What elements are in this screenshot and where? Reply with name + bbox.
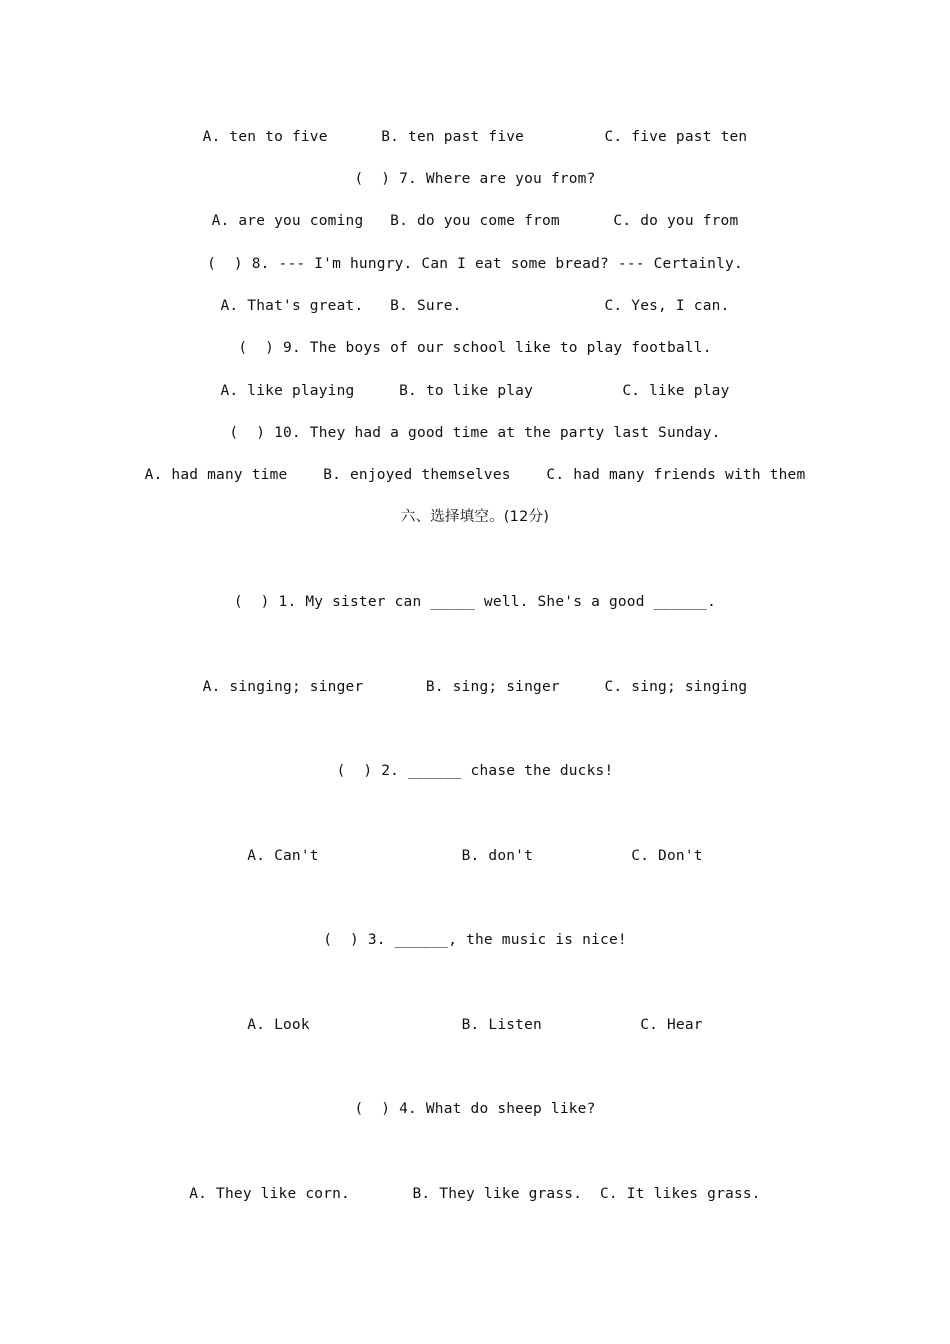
s6-q2-question: ( ) 2. ______ chase the ducks! <box>336 763 614 779</box>
q10-options: A. had many time B. enjoyed themselves C. had many friends with them <box>144 467 806 483</box>
s6-q1-options: A. singing; singer B. sing; singer C. sing; singing <box>202 679 748 695</box>
s6-q2-options: A. Can't B. don't C. Don't <box>247 848 703 864</box>
q8-options: A. That's great. B. Sure. C. Yes, I can. <box>220 298 730 314</box>
s6-q4-options: A. They like corn. B. They like grass. C. It likes grass. <box>189 1186 761 1202</box>
q9-question: ( ) 9. The boys of our school like to play football. <box>238 340 712 356</box>
section-heading: 六、选择填空。(12分) <box>400 509 550 525</box>
q9-options: A. like playing B. to like play C. like play <box>220 383 730 399</box>
s6-q3-options: A. Look B. Listen C. Hear <box>247 1017 703 1033</box>
q6-options: A. ten to five B. ten past five C. five past ten <box>202 129 748 145</box>
s6-q3-question: ( ) 3. ______, the music is nice! <box>323 932 627 948</box>
q7-question: ( ) 7. Where are you from? <box>354 171 596 187</box>
s6-q1-question: ( ) 1. My sister can _____ well. She's a good ______. <box>233 594 717 610</box>
q10-question: ( ) 10. They had a good time at the party last Sunday. <box>229 425 721 441</box>
q8-question: ( ) 8. --- I'm hungry. Can I eat some bread? --- Certainly. <box>207 256 743 272</box>
q7-options: A. are you coming B. do you come from C. do you from <box>211 213 739 229</box>
s6-q4-question: ( ) 4. What do sheep like? <box>354 1101 596 1117</box>
